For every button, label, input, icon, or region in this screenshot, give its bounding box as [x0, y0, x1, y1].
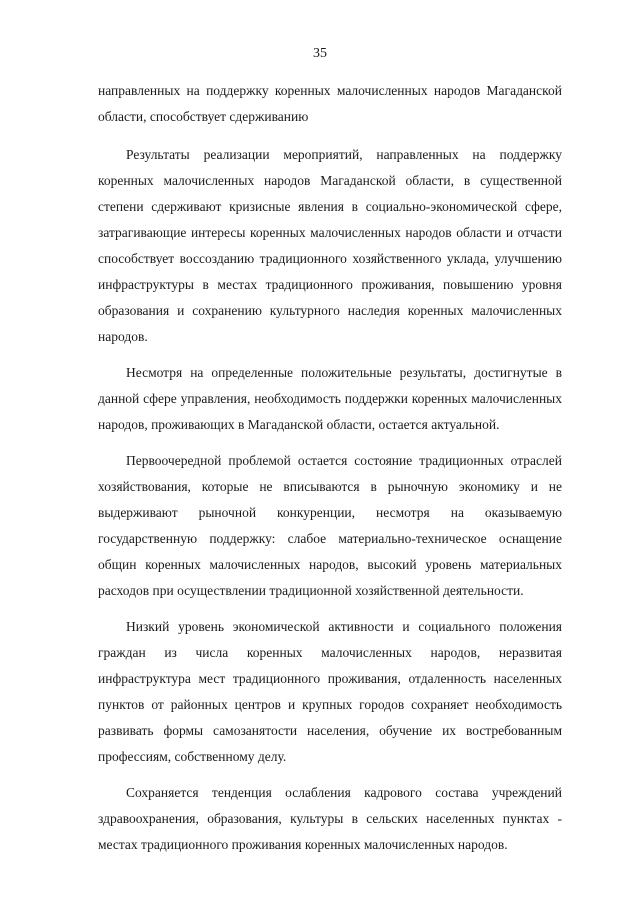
paragraph-results: Результаты реализации мероприятий, направленных на поддержку коренных малочисленных народов Магаданской области, в существенной степени сдерживают кризисные явления в социально-экономической сфере, затрагивающие интересы коренных малочисленных народов области и отчасти способствует воссозданию традиционного хозяйственного уклада, улучшению инфраструктуры в местах традиционного проживания, повышению уровня образования и сохранению культурного наследия коренных малочисленных народов. [98, 147, 562, 344]
paragraph-staffing: Сохраняется тенденция ослабления кадрового состава учреждений здравоохранения, образования, культуры в сельских населенных пунктах - местах традиционного проживания коренных малочисленных народов. [98, 785, 562, 852]
paragraph-primary-problem: Первоочередной проблемой остается состояние традиционных отраслей хозяйствования, которые не вписываются в рыночную экономику и не выдерживают рыночной конкуренции, несмотря на оказываемую государственную поддержку: слабое материально-техническое оснащение общин коренных малочисленных народов, высокий уровень материальных расходов при осуществлении традиционной хозяйственной деятельности. [98, 453, 562, 598]
paragraph-economic-activity: Низкий уровень экономической активности и социального положения граждан из числа коренных малочисленных народов, неразвитая инфраструктура мест традиционного проживания, отдаленность населенных пунктов от районных центров и крупных городов сохраняет необходимость развивать формы самозанятости населения, обучение их востребованным профессиям, собственному делу. [98, 619, 562, 764]
paragraph-continuation: направленных на поддержку коренных малочисленных народов Магаданской области, способствует сдерживанию [98, 83, 562, 124]
page-number: 35 [313, 46, 327, 61]
document-body [98, 78, 562, 868]
paragraph-relevance: Несмотря на определенные положительные результаты, достигнутые в данной сфере управления, необходимость поддержки коренных малочисленных народов, проживающих в Магаданской области, остается актуальной. [98, 365, 562, 432]
